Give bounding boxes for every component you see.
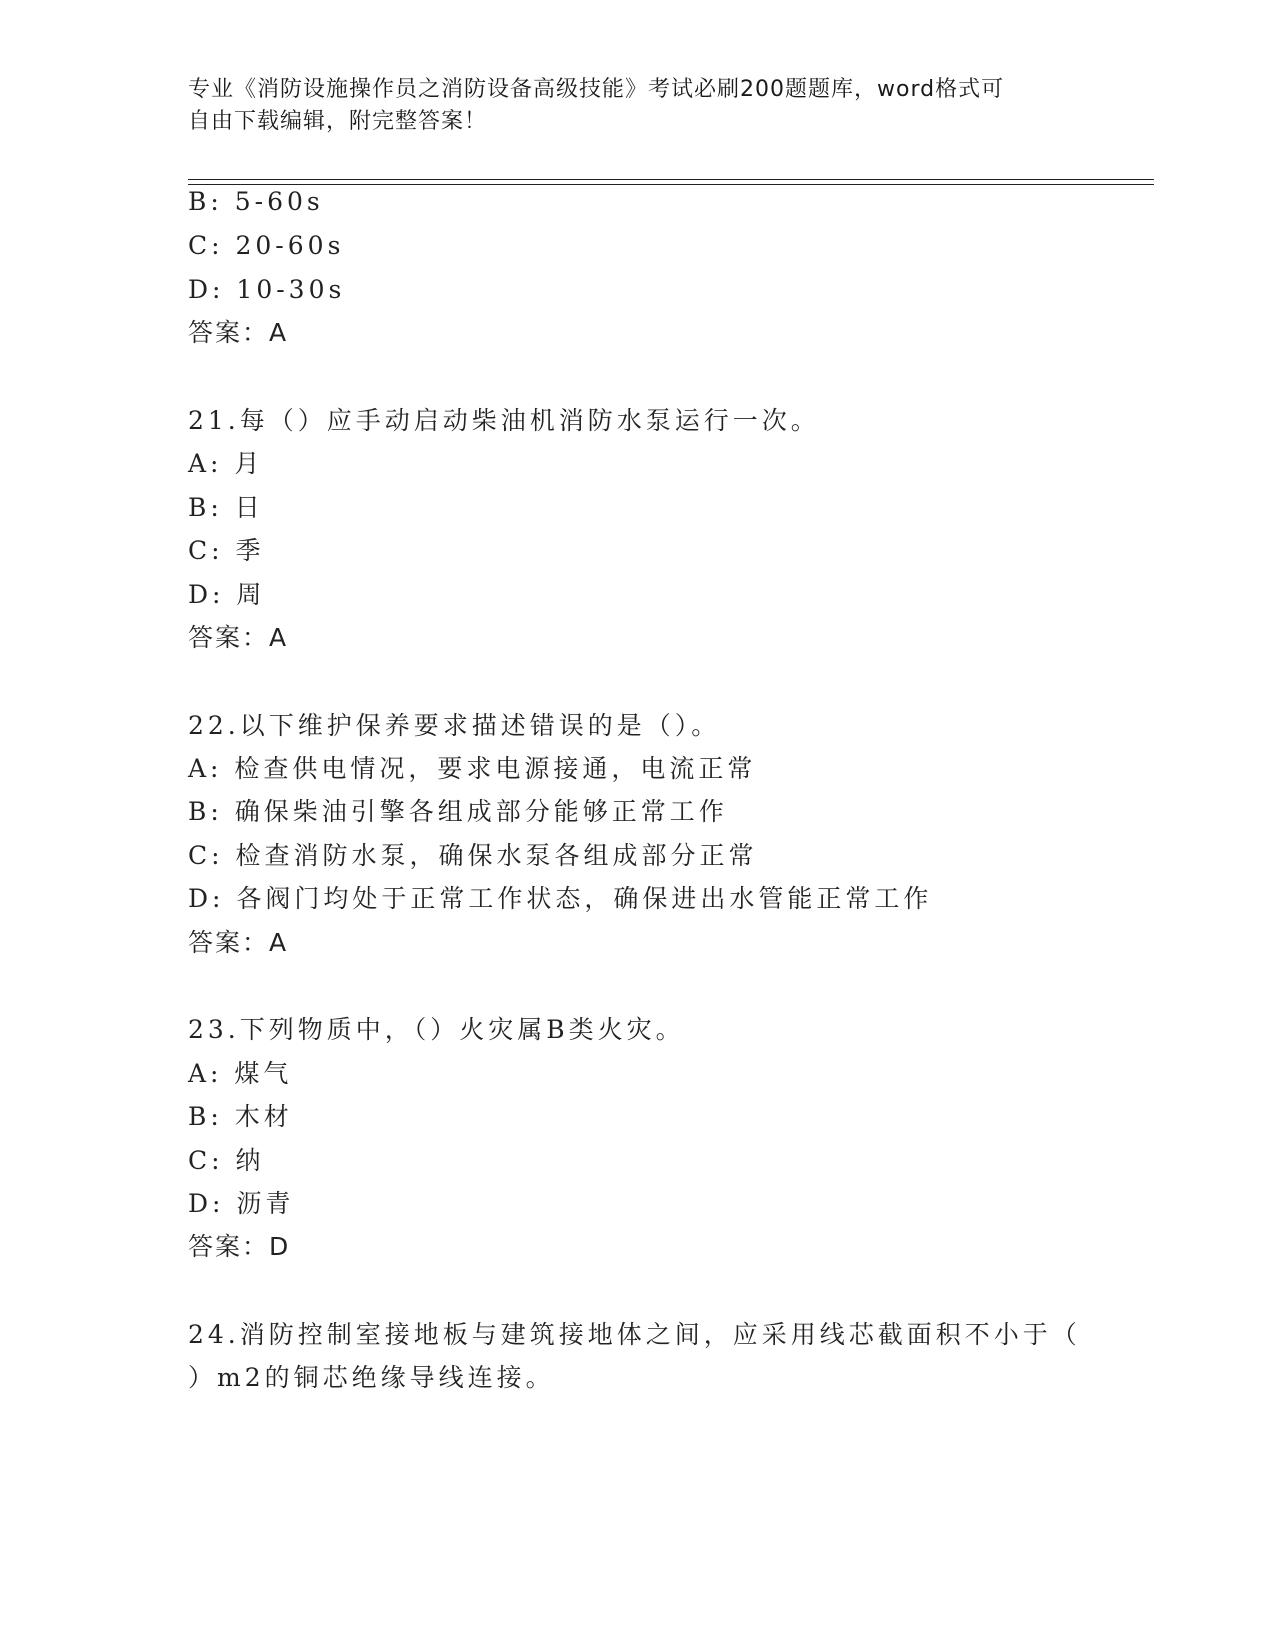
question-stem: 23.下列物质中，（）火灾属B类火灾。 [188,1015,685,1044]
option-line: D: 沥青 [188,1189,295,1218]
question-stem: 22.以下维护保养要求描述错误的是（）。 [188,711,721,740]
answer-line: 答案：A [188,318,289,347]
answer-line: 答案：A [188,928,289,957]
option-line: A: 煤气 [188,1059,293,1088]
answer-line: 答案：A [188,623,289,652]
option-line: C: 纳 [188,1146,265,1175]
option-line: B: 确保柴油引擎各组成部分能够正常工作 [188,797,728,826]
option-line: D: 周 [188,580,266,609]
option-line: B: 5-60s [188,187,324,216]
header-line-1: 专业《消防设施操作员之消防设备高级技能》考试必刷200题题库，word格式可 [188,77,1005,102]
option-line: C: 检查消防水泵，确保水泵各组成部分正常 [188,841,758,870]
option-line: A: 月 [188,449,264,478]
question-stem: 21.每（）应手动启动柴油机消防水泵运行一次。 [188,406,820,435]
question-stem-continued: ）m2的铜芯绝缘导线连接。 [188,1363,555,1392]
option-line: D: 各阀门均处于正常工作状态，确保进出水管能正常工作 [188,884,933,913]
option-line: C: 20-60s [188,231,345,260]
question-stem: 24.消防控制室接地板与建筑接地体之间，应采用线芯截面积不小于（ [188,1320,1081,1349]
option-line: B: 日 [188,493,264,522]
option-line: B: 木材 [188,1102,293,1131]
header-divider-bottom [188,184,1154,185]
header-line-2: 自由下载编辑，附完整答案！ [188,109,488,134]
document-header [188,74,1088,138]
header-divider-top [188,179,1154,180]
option-line: C: 季 [188,536,265,565]
option-line: D: 10-30s [188,275,346,304]
option-line: A: 检查供电情况，要求电源接通，电流正常 [188,754,757,783]
answer-line: 答案：D [188,1232,291,1261]
